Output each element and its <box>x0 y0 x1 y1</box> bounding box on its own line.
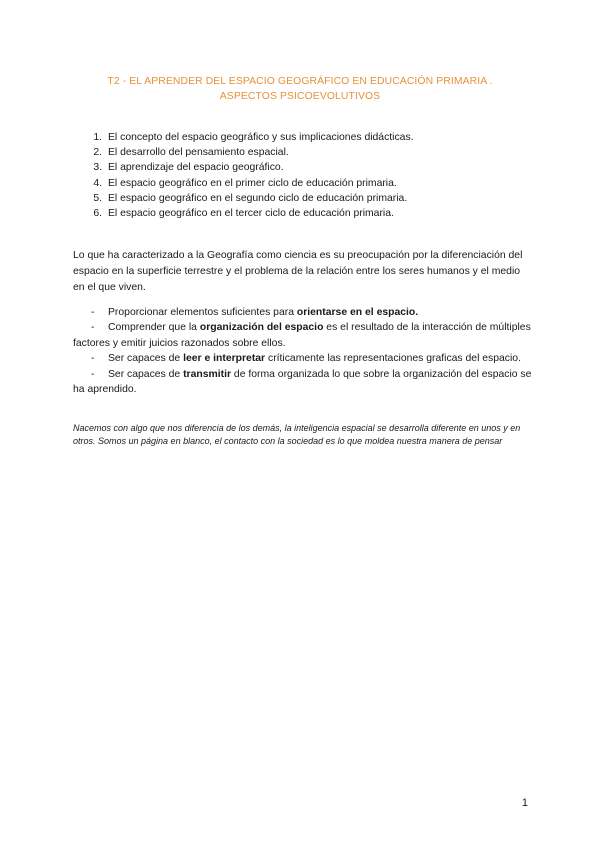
topics-list <box>88 130 548 221</box>
objective-item <box>73 320 533 351</box>
topic-text: El desarrollo del pensamiento espacial. <box>108 147 289 159</box>
topic-text: El espacio geográfico en el tercer ciclo de educación primaria. <box>108 208 394 220</box>
topic-item <box>88 176 548 191</box>
topic-item <box>88 160 548 175</box>
objective-highlight: transmitir <box>183 368 232 380</box>
topic-text: El concepto del espacio geográfico y sus implicaciones didácticas. <box>108 132 414 143</box>
title-line-2: ASPECTOS PSICOEVOLUTIVOS <box>219 91 381 102</box>
topic-number: 2. <box>93 147 102 159</box>
topic-text: El espacio geográfico en el primer ciclo de educación primaria. <box>108 177 397 189</box>
topic-number: 6. <box>93 208 102 220</box>
objective-item <box>73 351 533 366</box>
objective-item <box>73 367 533 398</box>
topic-text: El espacio geográfico en el segundo ciclo de educación primaria. <box>108 192 408 204</box>
topic-text: El aprendizaje del espacio geográfico. <box>108 162 284 174</box>
objective-highlight: orientarse en el espacio. <box>296 307 419 318</box>
objective-text: críticamente las representaciones graficas del espacio. <box>265 353 521 365</box>
italic-quote: Nacemos con algo que nos diferencia de los demás, la inteligencia espacial se desarrolla diferente en unos y en otros. Somos un página en blanco, el contacto con la sociedad es lo que moldea nuestra manera de pensar <box>73 423 521 447</box>
objective-highlight: leer e interpretar <box>183 353 266 365</box>
objective-text: Ser capaces de <box>108 353 184 365</box>
topic-number: 1. <box>93 132 102 143</box>
objective-text: Comprender que la <box>108 322 200 334</box>
objective-text: Ser capaces de <box>108 368 184 380</box>
page-number: 1 <box>521 797 528 809</box>
objective-text: de forma organizada lo que sobre la organización del espacio se ha aprendido. <box>73 368 532 396</box>
objective-item <box>73 305 533 320</box>
topic-item <box>88 191 548 206</box>
topic-number: 4. <box>93 177 102 189</box>
bullet-dash: - <box>91 353 95 365</box>
intro-paragraph: Lo que ha caracterizado a la Geografía como ciencia es su preocupación por la diferenciación del espacio en la superficie terrestre y el problema de la relación entre los seres humanos y el medio en el que viven. <box>73 250 523 293</box>
document-title <box>60 74 540 104</box>
objective-text: es el resultado de la interacción de múltiples factores y emitir juicios razonados sobre ellos. <box>73 322 531 349</box>
topic-number: 5. <box>93 192 102 204</box>
bullet-dash: - <box>91 307 95 318</box>
bullet-dash: - <box>91 368 95 380</box>
topic-item <box>88 145 548 160</box>
bullet-dash: - <box>91 322 95 334</box>
objective-text: Proporcionar elementos suficientes para <box>108 307 297 318</box>
topic-number: 3. <box>93 162 102 174</box>
objectives-list <box>73 305 533 397</box>
title-line-1: T2 - EL APRENDER DEL ESPACIO GEOGRÁFICO EN EDUCACIÓN PRIMARIA . <box>107 76 493 87</box>
objective-highlight: organización del espacio <box>199 322 324 334</box>
topic-item <box>88 206 548 221</box>
topic-item <box>88 130 548 145</box>
